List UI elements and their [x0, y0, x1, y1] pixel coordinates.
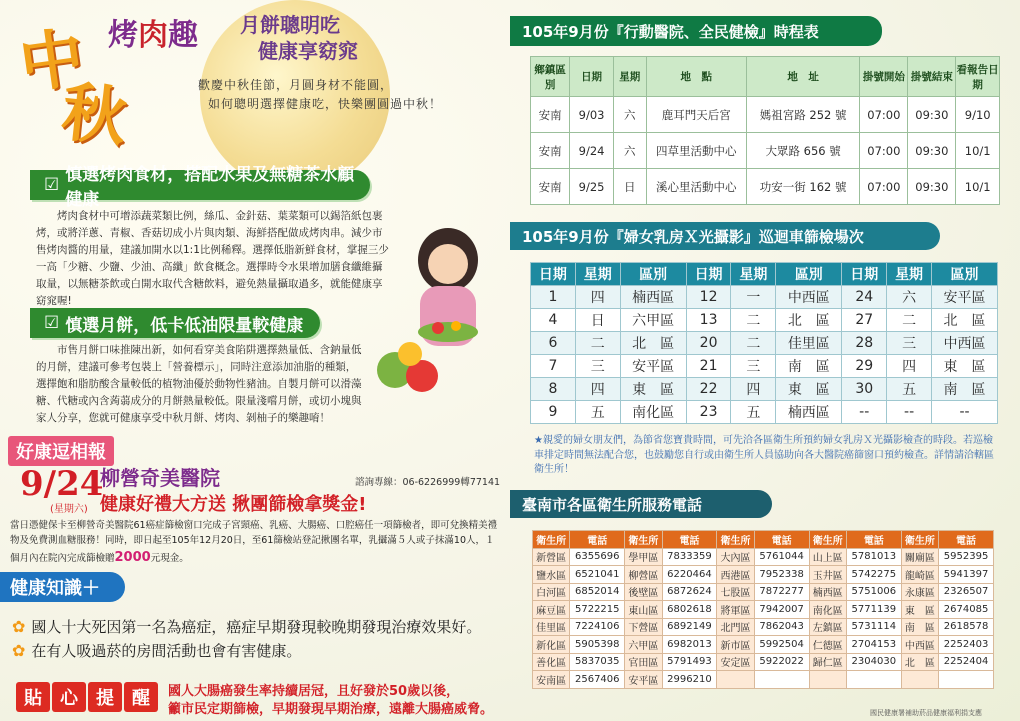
cell: --: [887, 401, 932, 424]
phone-cell: 6872624: [662, 583, 717, 601]
cell: 三: [575, 355, 620, 378]
station-cell: [717, 671, 754, 689]
header-char-2: 秋: [58, 74, 130, 157]
col-district: 區別: [932, 263, 998, 286]
cell: 日: [613, 169, 646, 205]
cell: 五: [887, 378, 932, 401]
bbq-heading: [30, 165, 370, 210]
phone-cell: 6852014: [570, 583, 625, 601]
station-cell: 左鎮區: [809, 618, 846, 636]
phone-cell: 2704153: [846, 636, 901, 654]
phone-cell: 2304030: [846, 653, 901, 671]
station-cell: 學甲區: [625, 548, 662, 566]
phone-cell: 5761044: [754, 548, 809, 566]
station-cell: 善化區: [533, 653, 570, 671]
cell: 29: [842, 355, 887, 378]
cell: 二: [731, 332, 776, 355]
bbq-body: 烤肉食材中可增添蔬菜類比例，絲瓜、金針菇、葉菜類可以錫箔紙包裹烤，或將洋蔥、青椒、香菇切成小片與肉類、海鮮搭配做成烤肉串。減少市售烤肉醬的用量，建議加開水以1:1比例稀釋。選擇低脂新鮮食材，掌握三少一高「少糖、少鹽、少油、高纖」飲食概念。選擇時令水果增加膳食纖維攝取量，以無糖茶飲或白開水取代含糖飲料，避免熱量攝取過多，就能健康享窈窕喔!: [36, 210, 389, 307]
cell: 4: [531, 309, 576, 332]
table-row: [533, 618, 994, 636]
col-district: 區別: [620, 263, 686, 286]
cell: 六: [887, 286, 932, 309]
cell: 安平區: [620, 355, 686, 378]
cell: 07:00: [860, 97, 908, 133]
col-station: 衛生所: [901, 531, 938, 549]
phone-cell: 2326507: [939, 583, 994, 601]
phones-table: [532, 530, 994, 689]
phone-cell: 5771139: [846, 601, 901, 619]
cell: 9: [531, 401, 576, 424]
cell: 日: [575, 309, 620, 332]
knowledge-item-2: [12, 640, 502, 662]
reminder-line-2: 籲市民定期篩檢，早期發現早期治療，遠離大腸癌威脅。: [168, 702, 494, 717]
cell: 21: [686, 355, 731, 378]
phone-cell: 5781013: [846, 548, 901, 566]
phone-cell: [939, 671, 994, 689]
cell: 四: [575, 378, 620, 401]
phone-cell: 7862043: [754, 618, 809, 636]
station-cell: 下營區: [625, 618, 662, 636]
cell: 二: [887, 309, 932, 332]
col-weekday: 星期: [575, 263, 620, 286]
cell: 三: [731, 355, 776, 378]
reminder-char: 心: [52, 682, 86, 712]
cell: 10/1: [956, 169, 1000, 205]
phone-cell: [754, 671, 809, 689]
phone-cell: 6521041: [570, 566, 625, 584]
cell: 北 區: [776, 309, 842, 332]
mammo-note: ★親愛的婦女朋友們，為節省您寶貴時間，可先洽各區衛生所預約婦女乳房Ｘ光攝影檢查的時段。若巡檢車排定時間無法配合您，也鼓勵您自行或由衛生所人員協助向各大醫院癌篩窗口預約檢查。詳情請洽轄區衛生所！: [534, 435, 994, 475]
cell: 9/24: [570, 133, 614, 169]
station-cell: 安南區: [533, 671, 570, 689]
table-row: [531, 133, 1000, 169]
cell: 22: [686, 378, 731, 401]
schedule-header-row: [531, 57, 1000, 97]
reminder-char: 醒: [124, 682, 158, 712]
cell: 二: [575, 332, 620, 355]
cell: 東 區: [776, 378, 842, 401]
title-char-b: 肉: [138, 18, 168, 53]
station-cell: 南 區: [901, 618, 938, 636]
phone-cell: 5905398: [570, 636, 625, 654]
cell: 楠西區: [776, 401, 842, 424]
cell: 9/10: [956, 97, 1000, 133]
cell: 大眾路 656 號: [746, 133, 859, 169]
col-phone: 電話: [754, 531, 809, 549]
table-row: [533, 548, 994, 566]
knowledge-heading: 健康知識＋: [0, 572, 125, 602]
station-cell: 後壁區: [625, 583, 662, 601]
cell: 13: [686, 309, 731, 332]
cell: 六甲區: [620, 309, 686, 332]
table-row: [533, 583, 994, 601]
phone-cell: 6220464: [662, 566, 717, 584]
phone-cell: 5837035: [570, 653, 625, 671]
phone-cell: 2618578: [939, 618, 994, 636]
promo-amount: 2000: [114, 550, 151, 566]
cell: 溪心里活動中心: [646, 169, 746, 205]
mooncake-heading-text: 慎選月餅，低卡低油限量較健康: [65, 315, 304, 336]
cell: 安平區: [932, 286, 998, 309]
station-cell: 東 區: [901, 601, 938, 619]
col-date: 日期: [842, 263, 887, 286]
cell: --: [932, 401, 998, 424]
promo-body-end: 元現金。: [150, 553, 189, 565]
cell: 安南: [531, 169, 570, 205]
cell: 安南: [531, 97, 570, 133]
phone-cell: 7942007: [754, 601, 809, 619]
promo-date: 9/24: [20, 464, 104, 504]
station-cell: 安平區: [625, 671, 662, 689]
cell: 09:30: [908, 169, 956, 205]
station-cell: 官田區: [625, 653, 662, 671]
col-phone: 電話: [939, 531, 994, 549]
cell: 20: [686, 332, 731, 355]
station-cell: 龍崎區: [901, 566, 938, 584]
cell: 28: [842, 332, 887, 355]
cell: 9/25: [570, 169, 614, 205]
mooncake-heading: [30, 308, 320, 338]
cell: 一: [731, 286, 776, 309]
col-phone: 電話: [846, 531, 901, 549]
col-report-date: 看報告日期: [956, 57, 1000, 97]
col-weekday: 星期: [887, 263, 932, 286]
col-reg-end: 掛號結束: [908, 57, 956, 97]
cell: 南 區: [932, 378, 998, 401]
reminder-line-1: 國人大腸癌發生率持續居冠，且好發於50歲以後，: [168, 684, 460, 699]
phones-heading: 臺南市各區衛生所服務電話: [510, 490, 772, 518]
cell: 四: [731, 378, 776, 401]
bbq-heading-text: 慎選烤肉食材，搭配水果及無糖茶水顧健康: [65, 165, 355, 210]
cell: 楠西區: [620, 286, 686, 309]
table-row: [531, 401, 998, 424]
table-row: [533, 653, 994, 671]
table-row: [531, 97, 1000, 133]
station-cell: 將軍區: [717, 601, 754, 619]
col-district: 鄉鎮區別: [531, 57, 570, 97]
phone-cell: 5992504: [754, 636, 809, 654]
col-date: 日期: [531, 263, 576, 286]
phone-cell: 2252403: [939, 636, 994, 654]
station-cell: 南化區: [809, 601, 846, 619]
knowledge-item-2-text: 在有人吸過菸的房間活動也會有害健康。: [31, 642, 302, 660]
cell: 6: [531, 332, 576, 355]
col-address: 地 址: [746, 57, 859, 97]
station-cell: 新市區: [717, 636, 754, 654]
cell: 中西區: [932, 332, 998, 355]
phone-cell: 6355696: [570, 548, 625, 566]
phone-cell: 5941397: [939, 566, 994, 584]
cell: 東 區: [932, 355, 998, 378]
mooncake-body: 市售月餅口味推陳出新，如何看穿美食陷阱選擇熱量低、含鈉量低的月餅，建議可參考包裝上「營養標示」，同時注意添加油脂的種類，選擇飽和脂肪酸含量較低的植物油優於動物性豬油。自製月餅可以滑藻糖、代糖或內含蒟蒻成分的月餅熱量較低。限量淺嚐月餅，或切小塊與家人分享，您就可健康享受中秋月餅、烤肉、剝柚子的樂趣唷！: [36, 344, 362, 424]
table-row: [533, 636, 994, 654]
station-cell: 佳里區: [533, 618, 570, 636]
knowledge-item-1: [12, 616, 502, 638]
phone-cell: 5742275: [846, 566, 901, 584]
reminder-char: 貼: [16, 682, 50, 712]
cell: 南化區: [620, 401, 686, 424]
cell: 1: [531, 286, 576, 309]
station-cell: 白河區: [533, 583, 570, 601]
header-title: [108, 10, 198, 54]
phone-cell: 5952395: [939, 548, 994, 566]
station-cell: 楠西區: [809, 583, 846, 601]
station-cell: 新營區: [533, 548, 570, 566]
promo-label: 好康逗相報: [8, 436, 114, 466]
table-row: [533, 566, 994, 584]
cell: 東 區: [620, 378, 686, 401]
phone-cell: 7833359: [662, 548, 717, 566]
phone-cell: [846, 671, 901, 689]
promo-hotline: 諮詢專線：06-6226999轉77141: [355, 477, 501, 488]
phone-cell: 7952338: [754, 566, 809, 584]
cell: 佳里區: [776, 332, 842, 355]
cell: 7: [531, 355, 576, 378]
col-weekday: 星期: [613, 57, 646, 97]
intro-line-2: 如何聰明選擇健康吃，快樂團圓過中秋！: [208, 97, 443, 111]
cell: 功安一街 162 號: [746, 169, 859, 205]
station-cell: 柳營區: [625, 566, 662, 584]
col-date: 日期: [686, 263, 731, 286]
col-phone: 電話: [662, 531, 717, 549]
col-station: 衛生所: [533, 531, 570, 549]
promo-body: [10, 518, 500, 569]
station-cell: 關廟區: [901, 548, 938, 566]
station-cell: 新化區: [533, 636, 570, 654]
cell: --: [842, 401, 887, 424]
cell: 六: [613, 133, 646, 169]
cell: 五: [731, 401, 776, 424]
station-cell: 東山區: [625, 601, 662, 619]
cell: 09:30: [908, 133, 956, 169]
station-cell: 鹽水區: [533, 566, 570, 584]
col-weekday: 星期: [731, 263, 776, 286]
cell: 30: [842, 378, 887, 401]
col-station: 衛生所: [717, 531, 754, 549]
mammo-heading: 105年9月份『婦女乳房Ｘ光攝影』巡迴車篩檢場次: [510, 222, 940, 250]
station-cell: [809, 671, 846, 689]
station-cell: 七股區: [717, 583, 754, 601]
cell: 中西區: [776, 286, 842, 309]
knowledge-item-1-text: 國人十大死因第一名為癌症，癌症早期發現較晚期發現治療效果好。: [31, 618, 482, 636]
col-location: 地 點: [646, 57, 746, 97]
cell: 南 區: [776, 355, 842, 378]
phone-cell: 6892149: [662, 618, 717, 636]
intro-line-1: 歡慶中秋佳節，月圓身材不能圓，: [198, 78, 394, 92]
flower-icon: ✿: [12, 641, 26, 660]
schedule-table: [530, 56, 1000, 205]
station-cell: 歸仁區: [809, 653, 846, 671]
table-row: [531, 169, 1000, 205]
cell: 24: [842, 286, 887, 309]
cell: 安南: [531, 133, 570, 169]
phone-cell: 5751006: [846, 583, 901, 601]
col-district: 區別: [776, 263, 842, 286]
phone-cell: 6802618: [662, 601, 717, 619]
col-date: 日期: [570, 57, 614, 97]
phone-cell: 7224106: [570, 618, 625, 636]
table-row: [533, 671, 994, 689]
station-cell: 仁德區: [809, 636, 846, 654]
station-cell: 麻豆區: [533, 601, 570, 619]
station-cell: 六甲區: [625, 636, 662, 654]
cell: 北 區: [620, 332, 686, 355]
col-phone: 電話: [570, 531, 625, 549]
station-cell: 北 區: [901, 653, 938, 671]
phone-cell: 5791493: [662, 653, 717, 671]
cell: 四: [887, 355, 932, 378]
cell: 媽祖宮路 252 號: [746, 97, 859, 133]
col-station: 衛生所: [625, 531, 662, 549]
promo-weekday: (星期六): [50, 504, 88, 515]
table-row: [531, 332, 998, 355]
cell: 27: [842, 309, 887, 332]
reminder-label: [16, 682, 158, 712]
cell: 六: [613, 97, 646, 133]
header-subtitle-1: 月餅聰明吃: [240, 13, 340, 37]
cell: 23: [686, 401, 731, 424]
fruit-illustration: [370, 330, 450, 400]
flower-icon: ✿: [12, 617, 26, 636]
title-char-c: 趣: [168, 18, 198, 53]
mammo-table: [530, 262, 998, 424]
phone-cell: 6982013: [662, 636, 717, 654]
phone-cell: 5722215: [570, 601, 625, 619]
station-cell: [901, 671, 938, 689]
cell: 07:00: [860, 169, 908, 205]
table-row: [531, 378, 998, 401]
promo-body-text: 當日憑健保卡至柳營奇美醫院61癌症篩檢窗口完成子宮頸癌、乳癌、大腸癌、口腔癌任一項篩檢者，即可兌換精美禮物及免費測血糖服務！同時，即日起至105年12月20日，至61篩檢站登記揪團名單，乳攝滿５人或子抹滿10人，１個月內在院內完成篩檢贈: [10, 520, 498, 565]
table-row: [531, 309, 998, 332]
phone-cell: 2674085: [939, 601, 994, 619]
cell: 二: [731, 309, 776, 332]
station-cell: 中西區: [901, 636, 938, 654]
station-cell: 山上區: [809, 548, 846, 566]
table-row: [531, 286, 998, 309]
station-cell: 大內區: [717, 548, 754, 566]
check-icon: ☑: [44, 175, 60, 195]
title-char-a: 烤: [108, 18, 138, 53]
station-cell: 永康區: [901, 583, 938, 601]
footer-note: 國民健康署補助菸品健康福利捐支應: [870, 709, 982, 717]
cell: 北 區: [932, 309, 998, 332]
cell: 12: [686, 286, 731, 309]
cell: 8: [531, 378, 576, 401]
col-station: 衛生所: [809, 531, 846, 549]
station-cell: 玉井區: [809, 566, 846, 584]
cell: 四: [575, 286, 620, 309]
header-subtitle-2: 健康享窈窕: [258, 39, 358, 63]
reminder-char: 提: [88, 682, 122, 712]
phones-header-row: [533, 531, 994, 549]
header-char-1: 中: [15, 19, 89, 104]
cell: 09:30: [908, 97, 956, 133]
col-reg-start: 掛號開始: [860, 57, 908, 97]
phone-cell: 5731114: [846, 618, 901, 636]
cell: 四草里活動中心: [646, 133, 746, 169]
phone-cell: 5922022: [754, 653, 809, 671]
cell: 鹿耳門天后宮: [646, 97, 746, 133]
mammo-header-row: [531, 263, 998, 286]
promo-hospital: 柳營奇美醫院: [100, 466, 220, 490]
cell: 10/1: [956, 133, 1000, 169]
cell: 9/03: [570, 97, 614, 133]
cell: 07:00: [860, 133, 908, 169]
cell: 三: [887, 332, 932, 355]
phone-cell: 7872277: [754, 583, 809, 601]
promo-slogan: 健康好禮大方送 揪團篩檢拿獎金!: [100, 494, 367, 515]
phone-cell: 2252404: [939, 653, 994, 671]
station-cell: 安定區: [717, 653, 754, 671]
station-cell: 北門區: [717, 618, 754, 636]
station-cell: 西港區: [717, 566, 754, 584]
table-row: [533, 601, 994, 619]
schedule-heading: 105年9月份『行動醫院、全民健檢』時程表: [510, 16, 882, 46]
check-icon: ☑: [44, 313, 60, 333]
phone-cell: 2567406: [570, 671, 625, 689]
phone-cell: 2996210: [662, 671, 717, 689]
table-row: [531, 355, 998, 378]
cell: 五: [575, 401, 620, 424]
